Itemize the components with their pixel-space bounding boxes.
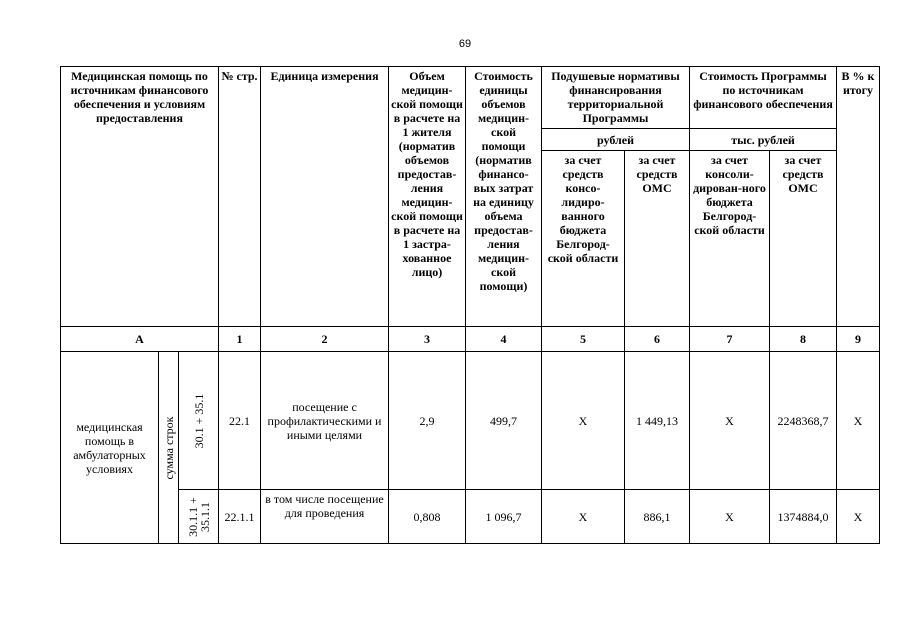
col5-cell: Х <box>542 490 625 544</box>
unit-cell: посещение с профилактическими и иными целями <box>261 352 389 490</box>
number-cell-5: 5 <box>542 327 625 352</box>
col9-cell: Х <box>837 490 880 544</box>
col9-cell: Х <box>837 352 880 490</box>
number-cell-4: 4 <box>466 327 542 352</box>
page-number: 69 <box>458 38 472 50</box>
number-cell-2: 2 <box>261 327 389 352</box>
col8-cell: 1374884,0 <box>770 490 837 544</box>
header-unit-rubles: рублей <box>542 129 690 151</box>
formula-text <box>187 497 211 537</box>
formula-text: 30.1 + 35.1 <box>191 393 206 448</box>
table-row <box>61 352 880 490</box>
row-group-label: медицинская помощь в амбулаторных условиях <box>61 352 159 544</box>
header-col-8: за счет средств ОМС <box>770 151 837 327</box>
col5-cell: Х <box>542 352 625 490</box>
unit-cost-cell: 1 096,7 <box>466 490 542 544</box>
header-unit-thousand-rubles: тыс. рублей <box>690 129 837 151</box>
funding-table <box>60 66 880 544</box>
header-col-5: за счет средств консо-лидиро-ванного бюджета Белгород-ской области <box>542 151 625 327</box>
col7-cell: Х <box>690 352 770 490</box>
table-row <box>61 490 880 544</box>
header-col-4: Стоимость единицы объемов медицин-ской помощи (норматив финансо-вых затрат на единицу объема предостав-ления медицин-ской помощи) <box>466 67 542 327</box>
header-col-1: № стр. <box>219 67 261 327</box>
formula-line-2: 35.1.1 <box>197 501 212 532</box>
number-cell-3: 3 <box>389 327 466 352</box>
number-cell-1: 1 <box>219 327 261 352</box>
line-number: 22.1.1 <box>219 490 261 544</box>
unit-cell: в том числе посещение для проведения <box>261 490 389 544</box>
col7-cell: Х <box>690 490 770 544</box>
col6-cell: 886,1 <box>625 490 690 544</box>
formula-cell <box>179 352 219 490</box>
formula-line-1: 30.1.1 + <box>185 496 200 537</box>
header-group-56: Подушевые нормативы финансирования территориальной Программы <box>542 67 690 129</box>
col6-cell: 1 449,13 <box>625 352 690 490</box>
col8-cell: 2248368,7 <box>770 352 837 490</box>
header-col-a: Медицинская помощь по источникам финансового обеспечения и условиям предоставления <box>61 67 219 327</box>
header-group-78: Стоимость Программы по источникам финансового обеспечения <box>690 67 837 129</box>
number-cell-9: 9 <box>837 327 880 352</box>
sum-of-lines-text: сумма строк <box>161 416 176 479</box>
volume-cell: 2,9 <box>389 352 466 490</box>
header-col-3: Объем медицин-ской помощи в расчете на 1 жителя (норматив объемов предостав-ления медицин-ской помощи в расчете на 1 застра-хованное лицо) <box>389 67 466 327</box>
number-cell-7: 7 <box>690 327 770 352</box>
header-col-2: Единица измерения <box>261 67 389 327</box>
number-cell-a: А <box>61 327 219 352</box>
number-cell-6: 6 <box>625 327 690 352</box>
header-col-9: В % к итогу <box>837 67 880 327</box>
header-col-6: за счет средств ОМС <box>625 151 690 327</box>
unit-cost-cell: 499,7 <box>466 352 542 490</box>
number-cell-8: 8 <box>770 327 837 352</box>
formula-cell <box>179 490 219 544</box>
header-col-7: за счет консоли-дирован-ного бюджета Белгород-ской области <box>690 151 770 327</box>
line-number: 22.1 <box>219 352 261 490</box>
volume-cell: 0,808 <box>389 490 466 544</box>
sum-of-lines-label <box>159 352 179 544</box>
